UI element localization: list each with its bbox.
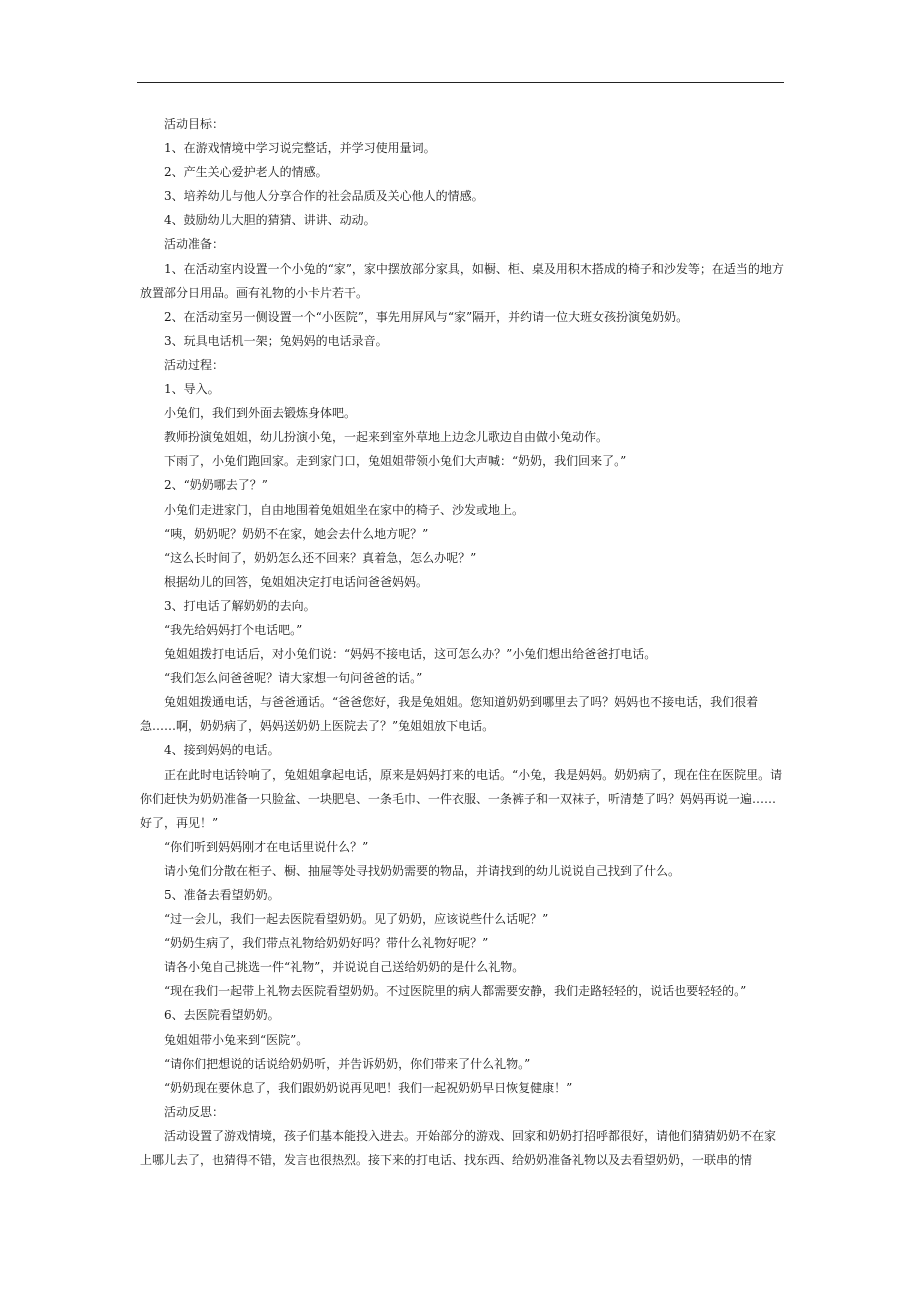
body-paragraph: 兔姐姐拨通电话，与爸爸通话。“爸爸您好，我是兔姐姐。您知道奶奶到哪里去了吗？妈妈也不接电话，我们很着急……啊，奶奶病了，妈妈送奶奶上医院去了？”兔姐姐放下电话。 <box>140 695 759 734</box>
body-paragraph: 兔姐姐拨打电话后，对小兔们说：“妈妈不接电话，这可怎么办？”小兔们想出给爸爸打电话。 <box>164 647 657 662</box>
step-heading: 5、准备去看望奶奶。 <box>164 888 280 902</box>
body-paragraph: 请各小兔自己挑选一件“礼物”，并说说自己送给奶奶的是什么礼物。 <box>164 960 525 975</box>
body-paragraph: “奶奶现在要休息了，我们跟奶奶说再见吧！我们一起祝奶奶早日恢复健康！” <box>164 1080 573 1095</box>
preparation-item: 2、在活动室另一侧设置一个“小医院”，事先用屏风与“家”隔开，并约请一位大班女孩扮演兔奶奶。 <box>164 309 689 324</box>
section-heading-reflection: 活动反思： <box>164 1104 225 1119</box>
body-paragraph: “我先给妈妈打个电话吧。” <box>164 622 303 637</box>
body-paragraph: 小兔们走进家门，自由地围着兔姐姐坐在家中的椅子、沙发或地上。 <box>164 502 525 517</box>
step-heading: 6、去医院看望奶奶。 <box>164 1008 280 1023</box>
section-heading-preparation: 活动准备： <box>164 237 225 252</box>
goal-item: 4、鼓励幼儿大胆的猜猜、讲讲、动动。 <box>164 213 376 228</box>
body-paragraph: 正在此时电话铃响了，兔姐姐拿起电话，原来是妈妈打来的电话。“小兔，我是妈妈。奶奶病了，现在住在医院里。请你们赶快为奶奶准备一只脸盆、一块肥皂、一条毛巾、一件衣服、一条裤子和一双袜子，听清楚了吗？妈妈再说一遍……好了，再见！” <box>140 767 783 830</box>
preparation-item: 1、在活动室内设置一个小兔的“家”，家中摆放部分家具，如橱、柜、桌及用积木搭成的椅子和沙发等；在适当的地方放置部分日用品。画有礼物的小卡片若干。 <box>140 261 784 300</box>
body-paragraph: “现在我们一起带上礼物去医院看望奶奶。不过医院里的病人都需要安静，我们走路轻轻的，说话也要轻轻的。” <box>164 984 747 999</box>
body-paragraph: 活动设置了游戏情境，孩子们基本能投入进去。开始部分的游戏、回家和奶奶打招呼都很好，请他们猜猜奶奶不在家上哪儿去了，也猜得不错，发言也很热烈。接下来的打电话、找东西、给奶奶准备礼物以及去看望奶奶，一联串的情 <box>140 1128 777 1168</box>
goal-item: 1、在游戏情境中学习说完整话，并学习使用量词。 <box>164 141 436 156</box>
step-heading: 2、“奶奶哪去了？” <box>164 478 268 493</box>
goal-item: 3、培养幼儿与他人分享合作的社会品质及关心他人的情感。 <box>164 189 484 204</box>
preparation-item: 3、玩具电话机一架；兔妈妈的电话录音。 <box>164 333 388 348</box>
step-heading: 3、打电话了解奶奶的去向。 <box>164 598 316 613</box>
body-paragraph: 兔姐姐带小兔来到“医院”。 <box>164 1032 309 1047</box>
body-paragraph: 教师扮演兔姐姐，幼儿扮演小兔，一起来到室外草地上边念儿歌边自由做小兔动作。 <box>164 430 609 445</box>
body-paragraph: “你们听到妈妈刚才在电话里说什么？” <box>164 839 369 854</box>
body-paragraph: “这么长时间了，奶奶怎么还不回来？真着急，怎么办呢？” <box>164 550 477 565</box>
document-body <box>140 112 785 1172</box>
body-paragraph: “奶奶生病了，我们带点礼物给奶奶好吗？带什么礼物好呢？” <box>164 936 489 951</box>
body-paragraph: “请你们把想说的话说给奶奶听，并告诉奶奶，你们带来了什么礼物。” <box>164 1056 531 1071</box>
section-heading-goals: 活动目标： <box>164 117 225 131</box>
goal-item: 2、产生关心爱护老人的情感。 <box>164 165 328 180</box>
step-heading: 4、接到妈妈的电话。 <box>164 743 280 758</box>
body-paragraph: “我们怎么问爸爸呢？请大家想一句问爸爸的话。” <box>164 671 423 686</box>
body-paragraph: 小兔们，我们到外面去锻炼身体吧。 <box>164 406 357 421</box>
body-paragraph: 请小兔们分散在柜子、橱、抽屉等处寻找奶奶需要的物品，并请找到的幼儿说说自己找到了什么。 <box>164 863 681 878</box>
section-heading-process: 活动过程： <box>164 357 225 372</box>
body-paragraph: 下雨了，小兔们跑回家。走到家门口，兔姐姐带领小兔们大声喊：“奶奶，我们回来了。” <box>164 454 627 469</box>
body-paragraph: “过一会儿，我们一起去医院看望奶奶。见了奶奶，应该说些什么话呢？” <box>164 912 549 927</box>
step-heading: 1、导入。 <box>164 382 220 397</box>
body-paragraph: 根据幼儿的回答，兔姐姐决定打电话问爸爸妈妈。 <box>164 574 429 589</box>
header-rule <box>137 82 784 83</box>
body-paragraph: “咦，奶奶呢？奶奶不在家，她会去什么地方呢？” <box>164 526 429 541</box>
